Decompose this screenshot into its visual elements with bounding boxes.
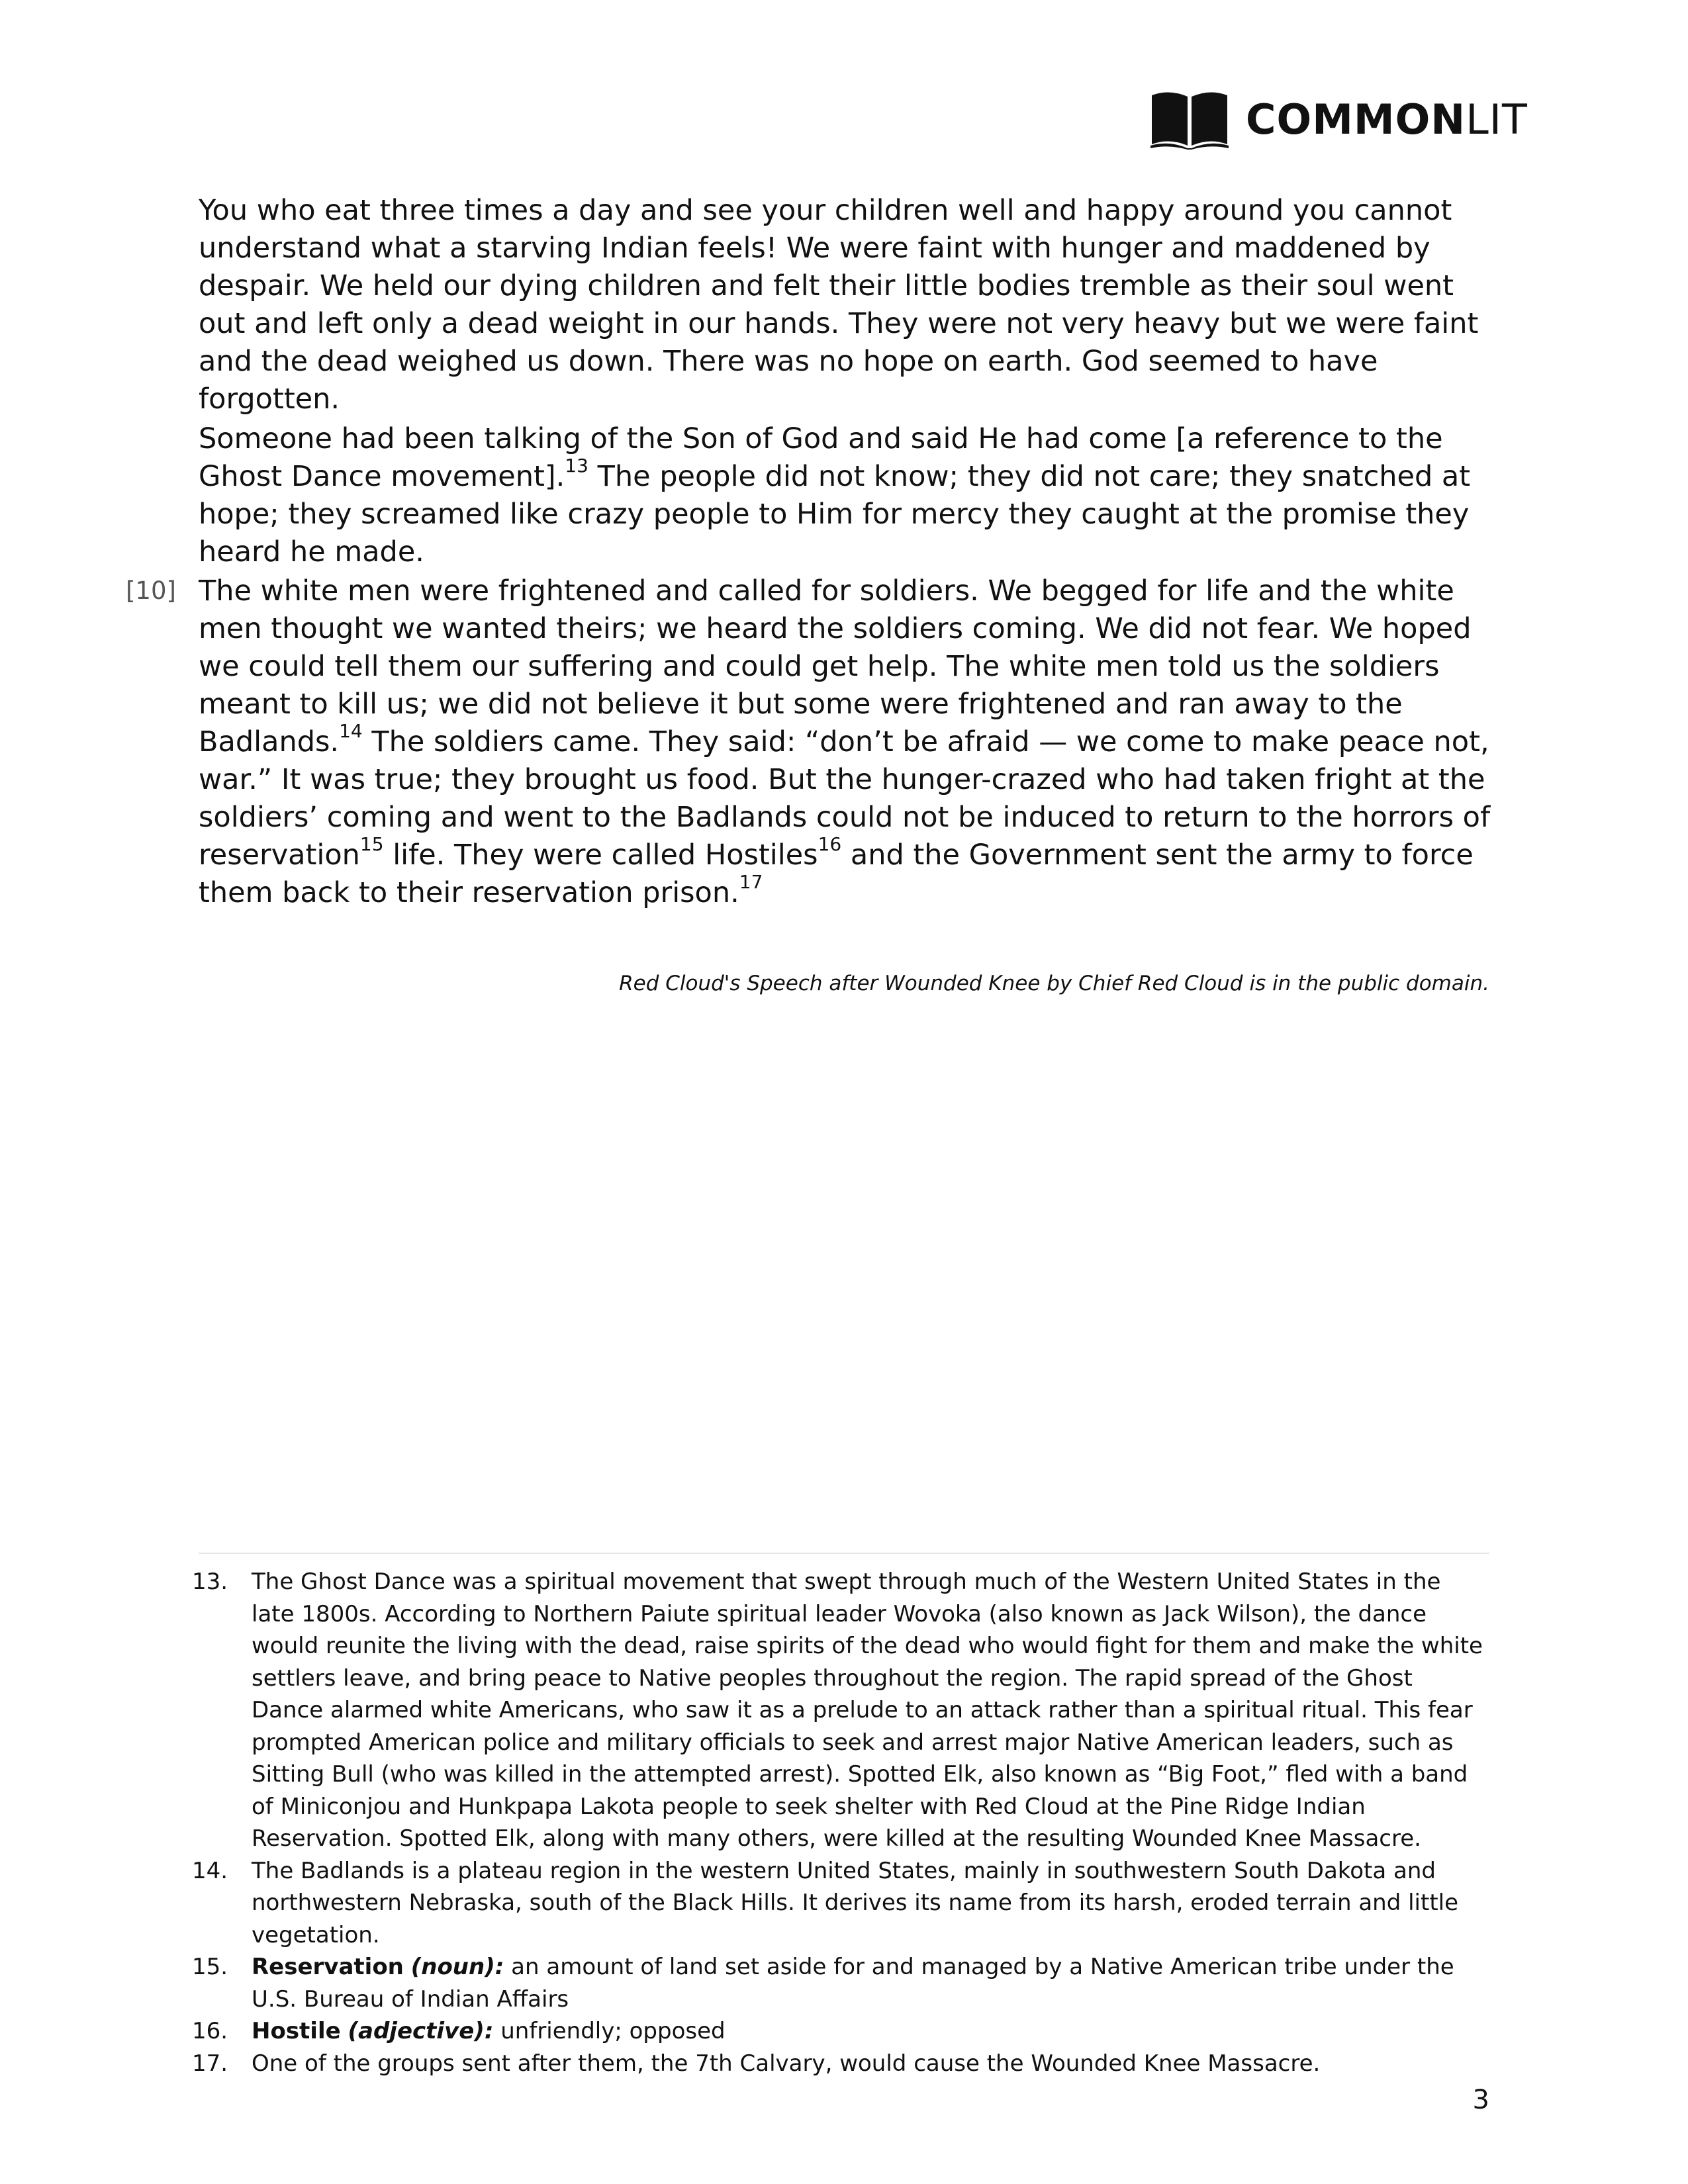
- paragraph-text: life. They were called Hostiles: [383, 839, 818, 872]
- paragraph-son-of-god: [199, 420, 1496, 571]
- paragraph-text: The people did not know; they did not care; they snatched at hope; they screamed like crazy people to Him for mercy they caught at the promise they heard he made.: [199, 460, 1471, 569]
- footnotes-list: [192, 1566, 1489, 2079]
- vocab-term: Hostile: [252, 2018, 341, 2044]
- footnote-ref-15[interactable]: 15: [359, 833, 384, 855]
- logo-text-light: LIT: [1466, 95, 1528, 144]
- paragraph-soldiers: [199, 572, 1496, 912]
- footnote-ref-17[interactable]: 17: [739, 870, 763, 893]
- logo-wordmark: [1246, 95, 1528, 144]
- vocab-definition: an amount of land set aside for and managed by a Native American tribe under the U.S. Bureau of Indian Affairs: [252, 1954, 1454, 2013]
- footnote-number: 13.: [192, 1569, 228, 1595]
- credit-line: Red Cloud's Speech after Wounded Knee by Chief Red Cloud is in the public domain.: [619, 972, 1489, 995]
- footnote-number: 16.: [192, 2018, 228, 2044]
- footnote-text: [252, 2015, 1489, 2048]
- commonlit-logo: [1149, 87, 1528, 151]
- vocab-term: Reservation: [252, 1954, 404, 1980]
- paragraph-text: Someone had been talking of the Son of God and said He had come [a reference to the Ghost Dance movement].: [199, 422, 1443, 493]
- footnote-ref-14[interactable]: 14: [339, 719, 363, 742]
- footnote-item: [192, 1566, 1489, 1855]
- footnote-text: [252, 1951, 1489, 2015]
- vocab-definition: unfriendly; opposed: [493, 2018, 726, 2044]
- footnote-ref-16[interactable]: 16: [818, 833, 842, 855]
- logo-text-bold: COMMON: [1246, 95, 1466, 144]
- paragraph-hunger: You who eat three times a day and see your children well and happy around you cannot understand what a starving Indian feels! We were faint with hunger and maddened by despair. We held our dying children and felt their little bodies tremble as their soul went out and left only a dead weight in our hands. They were not very heavy but we were faint and the dead weighed us down. There was no hope on earth. God seemed to have forgotten.: [199, 194, 1479, 416]
- footnote-number: 15.: [192, 1954, 228, 1980]
- footnote-text: The Badlands is a plateau region in the western United States, mainly in southwestern South Dakota and northwestern Nebraska, south of the Black Hills. It derives its name from its harsh, eroded terrain and little vegetation.: [252, 1857, 1459, 1948]
- footnote-item: [192, 1855, 1489, 1952]
- part-of-speech: (adjective):: [348, 2018, 494, 2044]
- footnote-item: [192, 2048, 1489, 2080]
- footnote-divider: [199, 1553, 1489, 1554]
- paragraph-text: and the Government sent the army to force them back to their reservation prison.: [199, 839, 1474, 909]
- footnote-text: One of the groups sent after them, the 7th Calvary, would cause the Wounded Knee Massacre.: [252, 2050, 1321, 2077]
- paragraph-number: [10]: [126, 576, 176, 605]
- footnote-item: [192, 2015, 1489, 2048]
- page-number: 3: [1472, 2085, 1489, 2115]
- part-of-speech: (noun):: [410, 1954, 504, 1980]
- paragraph-text: The soldiers came. They said: “don’t be afraid — we come to make peace not, war.” It was true; they brought us food. But the hunger-crazed who had taken fright at the soldiers’ coming and went to the Badlands could not be induced to return to the horrors of reservation: [199, 725, 1491, 872]
- open-book-icon: [1149, 89, 1230, 150]
- paragraph-text: The white men were frightened and called for soldiers. We begged for life and the white men thought we wanted theirs; we heard the soldiers coming. We did not fear. We hoped we could tell them our suffering and could get help. The white men told us the soldiers meant to kill us; we did not believe it but some were frightened and ran away to the Badlands.: [199, 574, 1472, 758]
- footnote-number: 14.: [192, 1857, 228, 1884]
- footnote-ref-13[interactable]: 13: [565, 454, 588, 477]
- footnote-text: The Ghost Dance was a spiritual movement that swept through much of the Western United States in the late 1800s. According to Northern Paiute spiritual leader Wovoka (also known as Jack Wilson), the dance would reunite the living with the dead, raise spirits of the dead who would fight for them and make the white settlers leave, and bring peace to Native peoples throughout the region. The rapid spread of the Ghost Dance alarmed white Americans, who saw it as a prelude to an attack rather than a spiritual ritual. This fear prompted American police and military officials to seek and arrest major Native American leaders, such as Sitting Bull (who was killed in the attempted arrest). Spotted Elk, also known as “Big Foot,” fled with a band of Miniconjou and Hunkpapa Lakota people to seek shelter with Red Cloud at the Pine Ridge Indian Reservation. Spotted Elk, along with many others, were killed at the resulting Wounded Knee Massacre.: [252, 1569, 1483, 1852]
- footnote-item: [192, 1951, 1489, 2015]
- footnote-number: 17.: [192, 2050, 228, 2077]
